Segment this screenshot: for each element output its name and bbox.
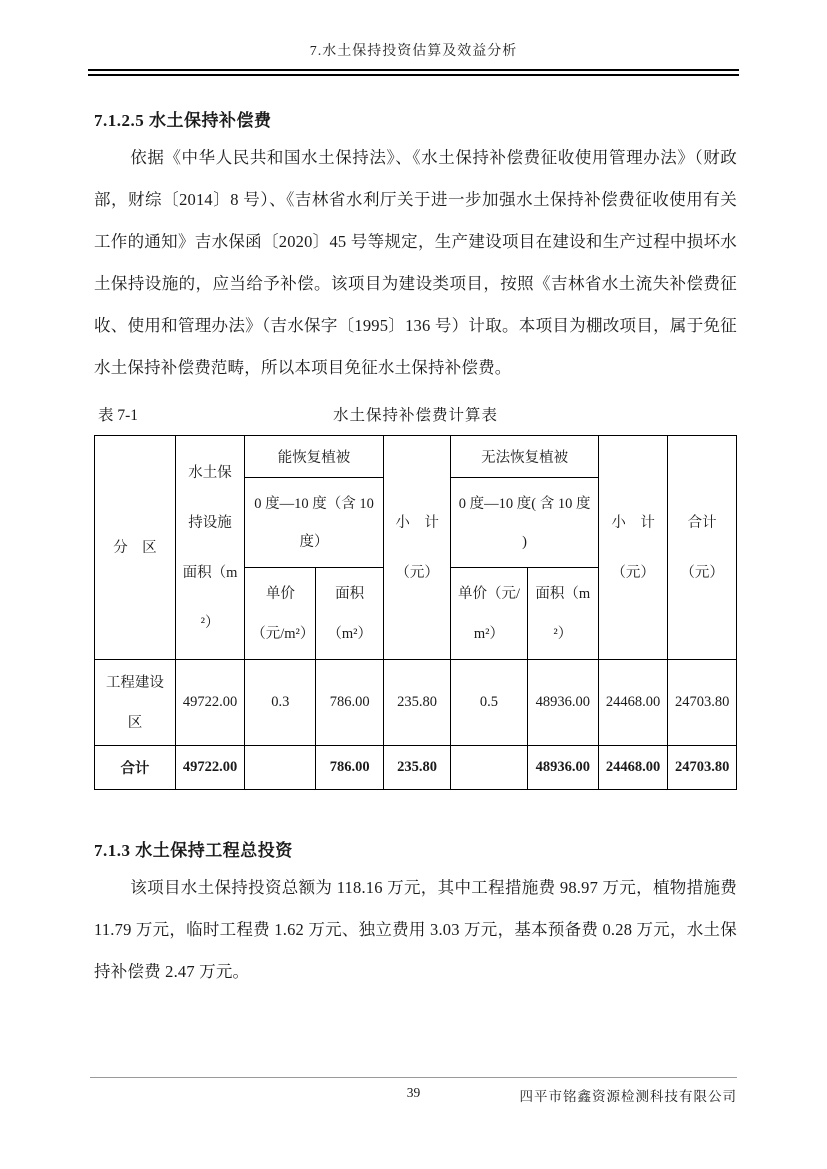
header-subtotal-line2: （元） <box>611 564 655 581</box>
header-total-line1: 合计 <box>687 514 717 531</box>
header-group-recoverable: 能恢复植被 <box>245 436 384 478</box>
table-row-construction-zone <box>95 660 737 746</box>
header-area-unrecoverable: 面积（m²） <box>527 568 598 660</box>
header-subtotal-unrecoverable <box>598 436 667 660</box>
header-range-unrecoverable: 0 度—10 度( 含 10 度 ) <box>451 478 599 568</box>
table-caption <box>94 403 737 429</box>
page-footer <box>90 1077 737 1104</box>
page-number: 39 <box>406 1085 421 1100</box>
header-subtotal-recoverable <box>383 436 450 660</box>
header-range-recoverable: 0 度—10 度（含 10 度） <box>245 478 384 568</box>
running-head: 7.水土保持投资估算及效益分析 <box>309 44 518 59</box>
cell-zone: 合计 <box>95 746 176 790</box>
header-subtotal-line1: 小 计 <box>611 514 655 531</box>
header-group-unrecoverable: 无法恢复植被 <box>451 436 599 478</box>
cell-unrecoverable-unit-price <box>451 746 527 790</box>
compensation-table <box>94 435 737 790</box>
heading-713: 7.1.3 水土保持工程总投资 <box>94 841 293 860</box>
cell-unrecoverable-subtotal: 24468.00 <box>598 660 667 746</box>
header-subtotal-line1: 小 计 <box>395 514 439 531</box>
page-content <box>94 106 737 993</box>
table-row-sum <box>95 746 737 790</box>
header-total <box>668 436 737 660</box>
header-total-line2: （元） <box>680 564 724 581</box>
table-title: 水土保持补偿费计算表 <box>332 407 498 424</box>
cell-zone: 工程建设区 <box>95 660 176 746</box>
cell-unrecoverable-area: 48936.00 <box>527 746 598 790</box>
footer-company-name: 四平市铭鑫资源检测科技有限公司 <box>519 1089 737 1104</box>
header-zone: 分 区 <box>95 436 176 660</box>
header-unit-price-recoverable: 单价（元/m²） <box>245 568 316 660</box>
header-subtotal-line2: （元） <box>395 564 439 581</box>
heading-7125: 7.1.2.5 水土保持补偿费 <box>94 111 272 130</box>
cell-recoverable-unit-price: 0.3 <box>245 660 316 746</box>
cell-recoverable-area: 786.00 <box>316 746 383 790</box>
cell-unrecoverable-subtotal: 24468.00 <box>598 746 667 790</box>
cell-recoverable-area: 786.00 <box>316 660 383 746</box>
table-label: 表 7-1 <box>98 407 139 424</box>
cell-unrecoverable-unit-price: 0.5 <box>451 660 527 746</box>
cell-recoverable-unit-price <box>245 746 316 790</box>
paragraph-total-investment: 该项目水土保持投资总额为 118.16 万元，其中工程措施费 98.97 万元，植物措施费 11.79 万元，临时工程费 1.62 万元、独立费用 3.03 万元，基本预备费 0.28 万元，水土保持补偿费 2.47 万元。 <box>94 878 737 981</box>
paragraph-compensation: 依据《中华人民共和国水土保持法》、《水土保持补偿费征收使用管理办法》（财政部，财综〔2014〕8 号）、《吉林省水利厅关于进一步加强水土保持补偿费征收使用有关工作的通知》吉水保函〔2020〕45 号等规定，生产建设项目在建设和生产过程中损坏水土保持设施的，应当给予补偿。该项目为建设类项目，按照《吉林省水土流失补偿费征收、使用和管理办法》（吉水保字〔1995〕136 号）计取。本项目为棚改项目，属于免征水土保持补偿费范畴，所以本项目免征水土保持补偿费。 <box>94 148 737 377</box>
header-unit-price-unrecoverable: 单价（元/m²） <box>451 568 527 660</box>
cell-total: 24703.80 <box>668 660 737 746</box>
header-facility-area: 水土保持设施面积（m²） <box>175 436 244 660</box>
cell-recoverable-subtotal: 235.80 <box>383 746 450 790</box>
header-double-rule <box>88 69 739 76</box>
table-header-row-1 <box>95 436 737 478</box>
cell-recoverable-subtotal: 235.80 <box>383 660 450 746</box>
cell-facility-area: 49722.00 <box>175 660 244 746</box>
cell-unrecoverable-area: 48936.00 <box>527 660 598 746</box>
header-area-recoverable: 面积（m²） <box>316 568 383 660</box>
cell-facility-area: 49722.00 <box>175 746 244 790</box>
cell-total: 24703.80 <box>668 746 737 790</box>
